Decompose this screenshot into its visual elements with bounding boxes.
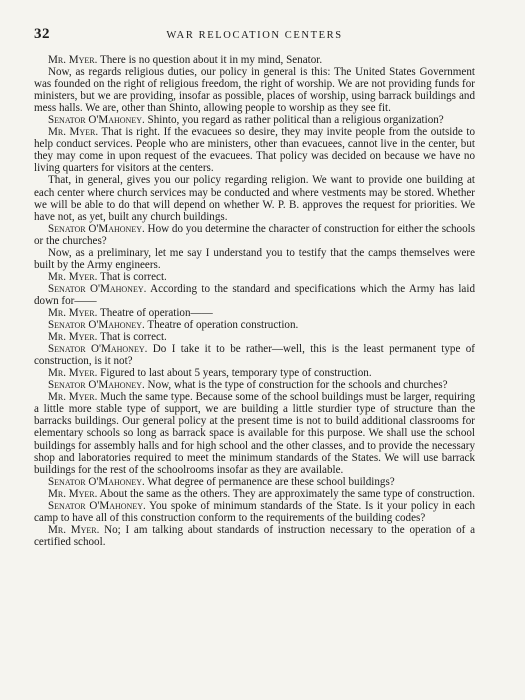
speaker-name: Mr. Myer. [48,487,98,500]
paragraph-text: You spoke of minimum standards of the State. Is it your policy in each camp to have all of this construction conform to the requirements of the building codes? [34,499,476,524]
speaker-name: Senator O'Mahoney. [48,379,145,392]
paragraph [34,126,475,174]
speaker-name: Senator O'Mahoney. [48,499,146,512]
paragraph-text: Now, what is the type of construction for the schools and churches? [144,379,448,392]
paragraph [34,488,475,500]
speaker-name: Senator O'Mahoney. [48,343,148,356]
paragraph-text: According to the standard and specifications which the Army has laid down for—— [34,282,475,307]
paragraph [34,247,475,271]
paragraph [34,223,475,247]
paragraph-text: That is right. If the evacuees so desire, they may invite people from the outside to help conduct services. People who are ministers, other than evacuees, cannot live in the center, but they may come in upon request of the evacuees. That policy was decided on because we have no living quarters for visitors at the centers. [34,126,475,175]
paragraph [34,307,475,319]
paragraph [34,54,475,66]
speaker-name: Senator O'Mahoney. [48,114,145,127]
speaker-name: Mr. Myer. [48,126,99,139]
paragraph-text: No; I am talking about standards of instruction necessary to the operation of a certified school. [34,523,475,548]
speaker-name: Mr. Myer. [48,306,98,319]
paragraph [34,331,475,343]
paragraph [34,66,475,114]
paragraph [34,379,475,391]
speaker-name: Senator O'Mahoney. [48,475,145,488]
speaker-name: Mr. Myer. [48,367,98,380]
paragraph-text: Shinto, you regard as rather political than a religious organization? [144,114,444,127]
paragraph-text: There is no question about it in my mind, Senator. [97,54,323,66]
body-text [34,54,475,548]
paragraph [34,500,475,524]
paragraph [34,343,475,367]
paragraph-text: Figured to last about 5 years, temporary type of construction. [97,367,372,380]
paragraph-text: What degree of permanence are these school buildings? [144,475,395,488]
speaker-name: Mr. Myer. [48,391,98,404]
paragraph-text: Now, as a preliminary, let me say I understand you to testify that the camps themselves were built by the Army engineers. [34,246,475,271]
paragraph-text: How do you determine the character of construction for either the schools or the churches? [34,222,476,247]
speaker-name: Senator O'Mahoney. [48,222,145,235]
paragraph-text: Much the same type. Because some of the school buildings must be larger, requiring a little more stable type of support, we are building a little sturdier type of structure than the barracks buildings. Our general policy at the present time is not to build additional classrooms for elementary schools so long as barrack space is available for this purpose. We shall use the school buildings for assembly halls and for high school and the other classes, and to provide the necessary shop and laboratories required to meet the minimum standards of the States. We will use barrack buildings for the rest of the schoolrooms insofar as they are available. [34,391,475,476]
speaker-name: Mr. Myer. [48,523,100,536]
paragraph-text: That, in general, gives you our policy regarding religion. We want to provide one building at each center where church services may be conducted and where vestments may be stored. Whether we will be able to do that will depend on whether W. P. B. approves the request for priorities. We have not, as yet, built any church buildings. [34,174,475,223]
paragraph [34,319,475,331]
paragraph [34,283,475,307]
paragraph [34,367,475,379]
paragraph [34,174,475,222]
paragraph-text: Theatre of operation construction. [144,319,299,332]
paragraph-text: Now, as regards religious duties, our policy in general is this: The United States Government was founded on the right of religious freedom, the right of worship. We are not providing funds for ministers, but we are providing, insofar as possible, places of worship, using barrack buildings and mess halls. We are, other than Shinto, allowing people to worship as they see fit. [34,66,475,115]
speaker-name: Mr. Myer. [48,270,98,283]
paragraph [34,391,475,475]
paragraph-text: That is correct. [97,331,167,344]
speaker-name: Mr. Myer. [48,331,98,344]
page-number: 32 [34,26,50,42]
speaker-name: Mr. Myer. [48,54,98,66]
speaker-name: Senator O'Mahoney. [48,319,145,332]
paragraph-text: Theatre of operation—— [97,306,213,319]
running-title: WAR RELOCATION CENTERS [166,30,343,41]
paragraph [34,271,475,283]
paragraph-text: That is correct. [97,270,167,283]
paragraph-text: Do I take it to be rather—well, this is the least permanent type of construction, is it not? [34,343,476,368]
paragraph [34,524,475,548]
paragraph [34,476,475,488]
page-header [34,26,475,52]
paragraph [34,114,475,126]
paragraph-text: About the same as the others. They are approximately the same type of construction. [97,487,475,500]
speaker-name: Senator O'Mahoney. [48,282,147,295]
